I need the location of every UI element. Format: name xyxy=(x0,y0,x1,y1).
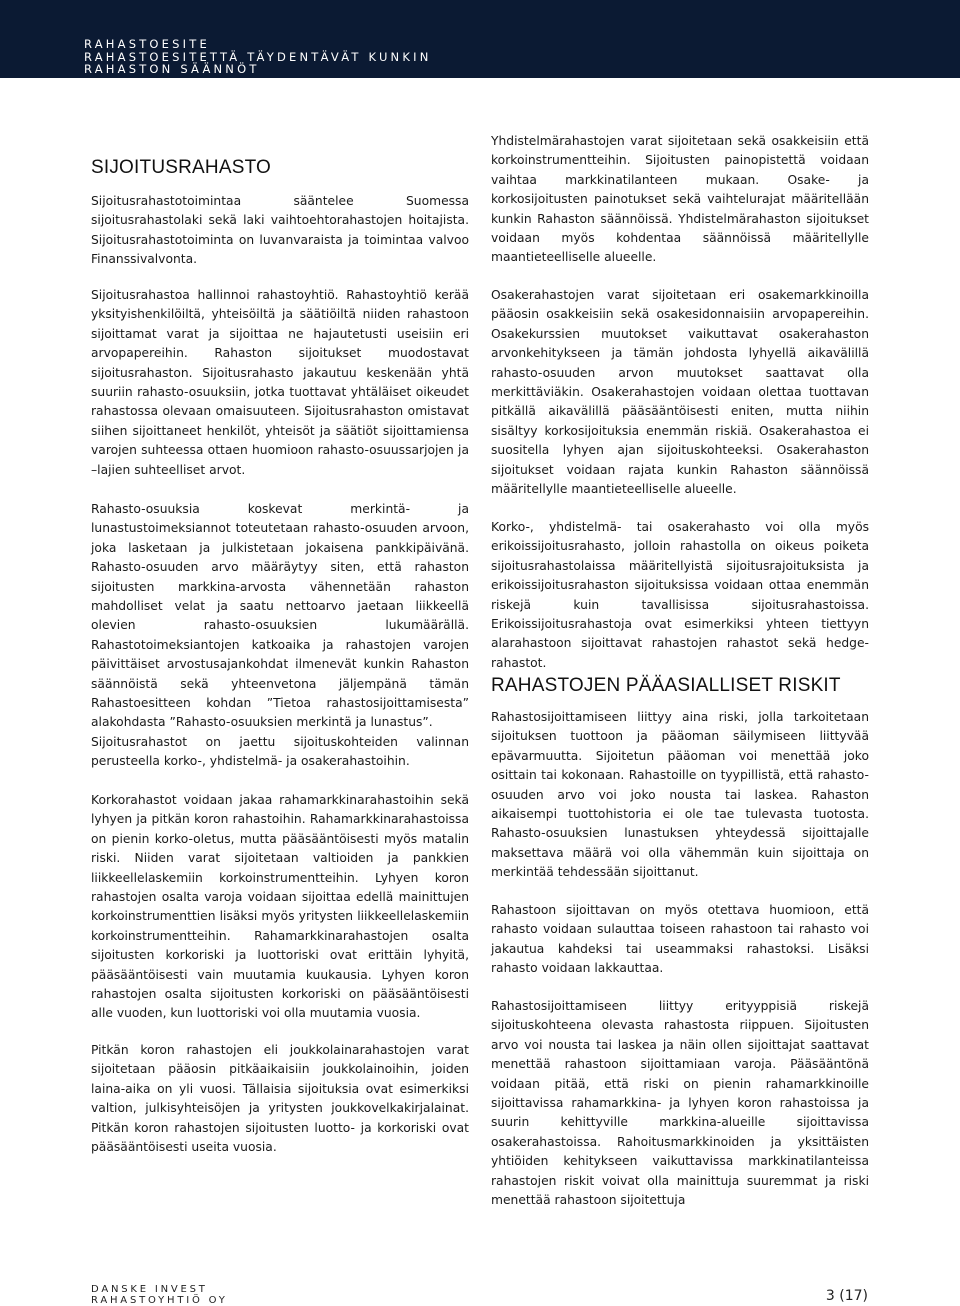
section-heading-sijoitusrahasto: SIJOITUSRAHASTO xyxy=(91,157,272,178)
paragraph-right-3: Korko-, yhdistelmä- tai osakerahasto voi olla myös erikoissijoitusrahasto, jolloin rahastolla on oikeus poiketa sijoitusrahastolaissa määritellyistä sijoitusrajoituksista ja erikoissijoitusrahaston sijoituksissa voidaan ottaa enemmän riskejä kuin tavallisissa sijoitusrahastoissa. Erikoissijoitusrahastoja ovat esimerkiksi yhteen tiettyyn alarahastoon sijoittavat rahastojen rahastot sekä hedge-rahastot. xyxy=(491,520,869,670)
paragraph-right-5: Rahastoon sijoittavan on myös otettava huomioon, että rahasto voidaan sulauttaa toiseen rahastoon tai rahasto voi jakautua kahdeksi tai useammaksi rahastoksi. Lisäksi rahasto voidaan lakkauttaa. xyxy=(491,903,869,976)
paragraph-left-1: Sijoitusrahastotoimintaa sääntelee Suomessa sijoitusrahastolaki sekä laki vaihtoehtorahastojen hoitajista. Sijoitusrahastotoiminta on luvanvaraista ja toimintaa valvoo Finanssivalvonta. xyxy=(91,194,469,267)
paragraph-left-6: Pitkän koron rahastojen eli joukkolainarahastojen varat sijoitetaan pääosin pitkäaikaisiin joukkolainoihin, joiden laina-aika on yli vuosi. Tällaisia sijoituksia ovat esimerkiksi valtion, julkisyhteisöjen ja yritysten joukkovelkakirjalainat. Pitkän koron rahastojen sijoitusten luotto- ja korkoriski ovat pääsääntöisesti useita vuosia. xyxy=(91,1043,469,1155)
document-title xyxy=(84,38,432,76)
paragraph-right-6: Rahastosijoittamiseen liittyy erityyppisiä riskejä sijoituskohteena olevasta rahastosta riippuen. Sijoitusten arvo voi nousta tai laskea ja näin ollen sijoittajat saattavat menettää rahastoon sijoittamiaan varoja. Pääsääntönä voidaan pitää, että riski on pienin rahamarkkinoille sijoittavissa rahamarkkina- ja lyhyen koron rahastoissa ja suurin kehittyville markkina-alueille sijoittavissa osakerahastoissa. Rahoitusmarkkinoiden ja yksittäisten yhtiöiden kehitykseen vaikuttavissa markkinatilanteissa rahastojen riskit voivat olla mainittuja suuremmat ja riski menettää rahastoon sijoitettuja xyxy=(491,999,869,1208)
paragraph-left-3: Rahasto-osuuksia koskevat merkintä- ja lunastustoimeksiannot toteutetaan rahasto-osuuden arvoon, joka lasketaan ja julkistetaan jokaisena pankkipäivänä. Rahasto-osuuden arvo määräytyy siten, että rahaston sijoitusten markkina-arvosta vähennetään rahaston mahdolliset velat ja saatu nettoarvo jaetaan liikkeellä olevien rahasto-osuuksien lukumäärällä. Rahastotoimeksiantojen katkoaika ja rahastojen varojen päivittäiset arvostusajankohdat ilmenevät kunkin Rahaston säännöistä sekä yhteenvetona jäljempänä tämän Rahastoesitteen kohdan ”Tietoa rahastosijoittamisesta” alakohdasta ”Rahasto-osuuksien merkintä ja lunastus”. xyxy=(91,502,469,730)
paragraph-right-1: Yhdistelmärahastojen varat sijoitetaan sekä osakkeisiin että korkoinstrumentteihin. Sijoitusten painopistettä voidaan vaihtaa markkinatilanteen mukaan. Osake- ja korkosijoitusten painotukset sekä vaihtelurajat määritellään kunkin Rahaston säännöissä. Yhdistelmärahaston sijoitukset voidaan myös kohdentaa säännöissä määritellylle maantieteelliselle alueelle. xyxy=(491,134,869,265)
paragraph-left-2: Sijoitusrahastoa hallinnoi rahastoyhtiö. Rahastoyhtiö kerää yksityishenkilöiltä, yhteisöiltä ja säätiöiltä niiden rahastoon sijoittamat varat ja sijoittaa ne hajautetusti useisiin eri arvopapereihin. Rahaston sijoitukset muodostavat sijoitusrahaston. Sijoitusrahasto jakautuu keskenään yhtä suuriin rahasto-osuuksiin, jotka tuottavat yhtäläiset oikeudet rahastossa olevaan omaisuuteen. Sijoitusrahaston omistavat siihen sijoittaneet henkilöt, yhteisöt ja säätiöt sijoittamiensa varojen suhteessa ottaen huomioon rahasto-osuussarjojen ja –lajien suhteelliset arvot. xyxy=(91,288,469,477)
paragraph-left-4: Sijoitusrahastot on jaettu sijoituskohteiden valinnan perusteella korko-, yhdistelmä- ja osakerahastoihin. xyxy=(91,735,469,769)
header-line-1: RAHASTOESITE xyxy=(84,37,210,51)
footer-line-1: DANSKE INVEST xyxy=(91,1284,208,1295)
footer-company xyxy=(91,1284,228,1306)
header-line-2: RAHASTOESITETTÄ TÄYDENTÄVÄT KUNKIN xyxy=(84,49,432,64)
page-number: 3 (17) xyxy=(825,1288,868,1304)
paragraph-left-5: Korkorahastot voidaan jakaa rahamarkkinarahastoihin sekä lyhyen ja pitkän koron rahastoihin. Rahamarkkinarahastoissa on pienin korko-oletus, mutta pääsääntöisesti myös matalin riski. Niiden varat sijoitetaan valtioiden ja pankkien liikkeellelaskemiin korkoinstrumentteihin. Lyhyen koron rahastojen osalta varoja voidaan sijoittaa edellä mainittujen korkoinstrumenttien lisäksi myös yritysten liikkeellelaskemiin korkoinstrumentteihin. Rahamarkkinarahastojen osalta sijoitusten korkoriski ja luottoriski ovat erittäin lyhyitä, pääsääntöisesti vain muutamia kuukausia. Lyhyen koron rahastojen osalta sijoitusten korkoriski on pääsääntöisesti alle vuoden, kun luottoriski voi olla muutamia vuosia. xyxy=(91,793,469,1021)
paragraph-right-4: Rahastosijoittamiseen liittyy aina riski, jolla tarkoitetaan sijoituksen tuottoon ja pääoman säilymiseen liittyvää epävarmuutta. Sijoitetun pääoman voi menettää joko osittain tai kokonaan. Rahastoille on tyypillistä, että rahasto-osuuden arvo voi joko nousta tai laskea. Rahaston aikaisempi tuottohistoria ei ole tae tulevasta tuotosta. Rahasto-osuuksien lunastuksen yhteydessä sijoittajalle maksettava määrä voi olla vähemmän kuin sijoittaja on merkintää tehdessään sijoittanut. xyxy=(491,710,869,880)
header-band xyxy=(0,0,960,78)
header-line-3: RAHASTON SÄÄNNÖT xyxy=(84,62,260,76)
section-heading-riskit: RAHASTOJEN PÄÄASIALLISET RISKIT xyxy=(491,675,841,696)
footer-line-2: RAHASTOYHTIÖ OY xyxy=(91,1295,228,1306)
paragraph-right-2: Osakerahastojen varat sijoitetaan eri osakemarkkinoilla pääosin osakkeisiin sekä osakesidonnaisiin arvopapereihin. Osakekurssien muutokset vaikuttavat osakerahaston arvonkehitykseen ja tämän johdosta lyhyellä aikavälillä rahasto-osuuden arvon muutokset saattavat olla merkittäviäkin. Osakerahastojen voidaan olettaa tuottavan pitkällä aikavälillä pääsääntöisesti eniten, mutta niihin sisältyy korkosijoituksia enemmän riskiä. Osakerahastoa ei suositella lyhyen ajan sijoituskohteeksi. Osakerahaston sijoitukset voidaan rajata kunkin Rahaston säännöissä määritellylle maantieteelliselle alueelle. xyxy=(491,288,869,497)
